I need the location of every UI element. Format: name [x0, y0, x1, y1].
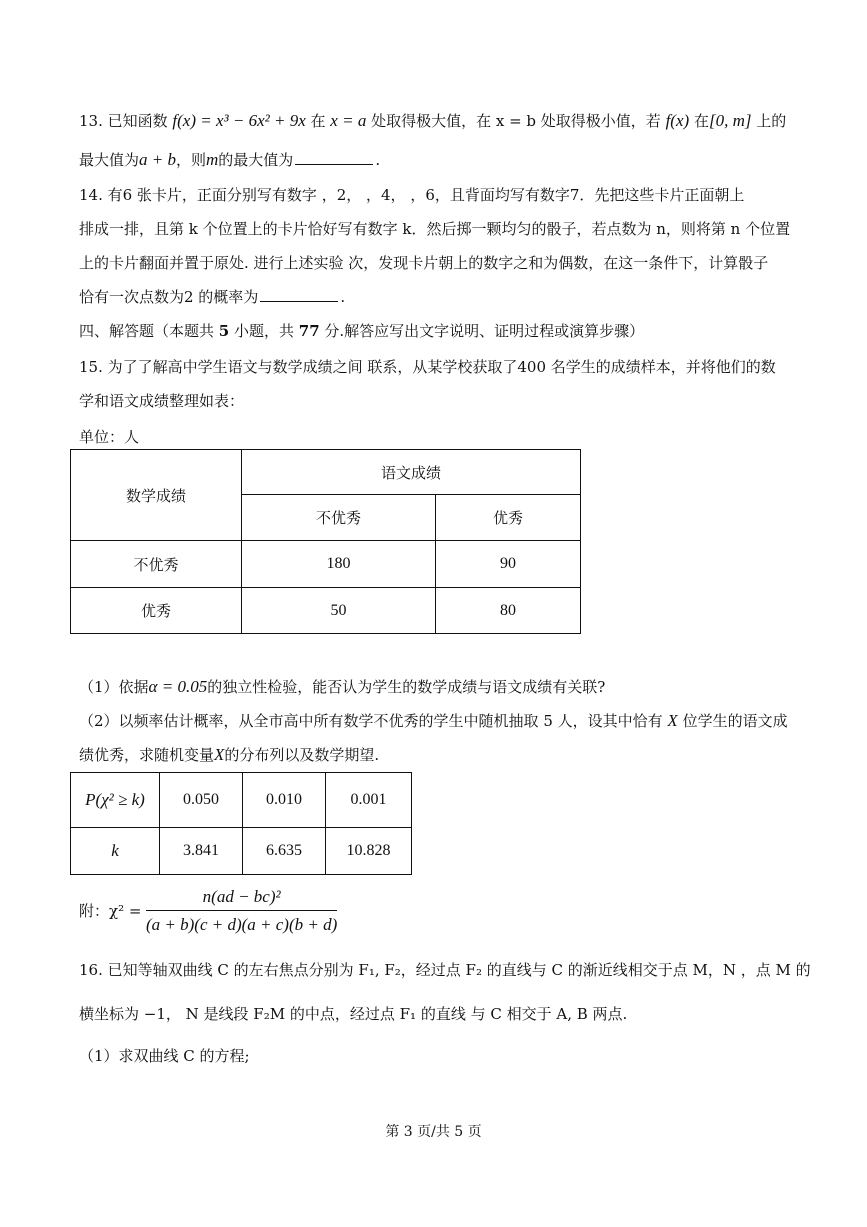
chi-square-formula: $\frac{\text{n(ad − bc)²}}{(a + b)(c + d)(a + c)(b + d)}$ [146, 884, 337, 939]
answer-blank-13 [295, 150, 373, 165]
group-header: 语文成绩 [242, 450, 581, 495]
unit-label: 单位：人 [79, 428, 140, 446]
q16-part1: （1）求双曲线 C 的方程; [79, 1047, 250, 1065]
q16-line2: 横坐标为 −1， N 是线段 F₂M 的中点，经过点 F₁ 的直线 与 C 相交于 A, B 两点. [79, 1005, 628, 1023]
col-header: 不优秀 [242, 495, 436, 541]
table-row: 不优秀 180 90 [71, 541, 581, 588]
q15-part2-line1: （2）以频率估计概率，从全市高中所有数学不优秀的学生中随机抽取 5 人，设其中恰有 X 位学生的语文成 [79, 711, 788, 730]
page-footer: 第 3 页/共 5 页 [385, 1124, 482, 1140]
q15-line2: 学和语文成绩整理如表： [79, 392, 245, 410]
function-expr: f(x) = x³ − 6x² + 9x [172, 111, 306, 130]
q15-part1: （1）依据α = 0.05的独立性检验，能否认为学生的数学成绩与语文成绩有关联? [79, 677, 606, 696]
q15-line1: 15. 为了了解高中学生语文与数学成绩之间 联系，从某学校获取了400 名学生的成绩样本，并将他们的数 [79, 358, 776, 376]
table-row: 优秀 50 80 [71, 588, 581, 634]
q14-line4: 恰有一次点数为2 的概率为 . [79, 288, 346, 306]
formula-prefix: 附：χ² = [79, 902, 142, 920]
corner-cell: 数学成绩 [71, 450, 242, 541]
q14-line1: 14. 有6 张卡片，正面分别写有数字 ，2， ，4， ，6，且背面均写有数字7．先把这些卡片正面朝上 [79, 186, 745, 204]
q16-line1: 16. 已知等轴双曲线 C 的左右焦点分别为 F₁, F₂，经过点 F₂ 的直线与 C 的渐近线相交于点 M，N ，点 M 的 [79, 961, 811, 979]
q14-line2: 排成一排，且第 k 个位置上的卡片恰好写有数字 k．然后掷一颗均匀的骰子，若点数为 n，则将第 n 个位置 [79, 220, 791, 238]
q13-line2: 最大值为a + b，则m的最大值为 . [79, 150, 381, 169]
chi-square-table: P(χ² ≥ k) 0.050 0.010 0.001 k 3.841 6.635 10.828 [70, 772, 412, 875]
q15-part2-line2: 绩优秀，求随机变量X的分布列以及数学期望. [79, 745, 380, 764]
col-header: 优秀 [436, 495, 581, 541]
section-heading: 四、解答题（本题共 5 小题，共 77 分.解答应写出文字说明、证明过程或演算步骤） [79, 322, 645, 340]
answer-blank-14 [260, 287, 338, 302]
q14-line3: 上的卡片翻面并置于原处. 进行上述实验 次，发现卡片朝上的数字之和为偶数，在这一条件下，计算骰子 [79, 254, 769, 272]
q13-line1: 13. 已知函数 f(x) = x³ − 6x² + 9x 在 x = a 处取得极大值，在 x = b 处取得极小值，若 f(x) 在[0, m] 上的 [79, 111, 787, 130]
score-table [70, 449, 581, 634]
